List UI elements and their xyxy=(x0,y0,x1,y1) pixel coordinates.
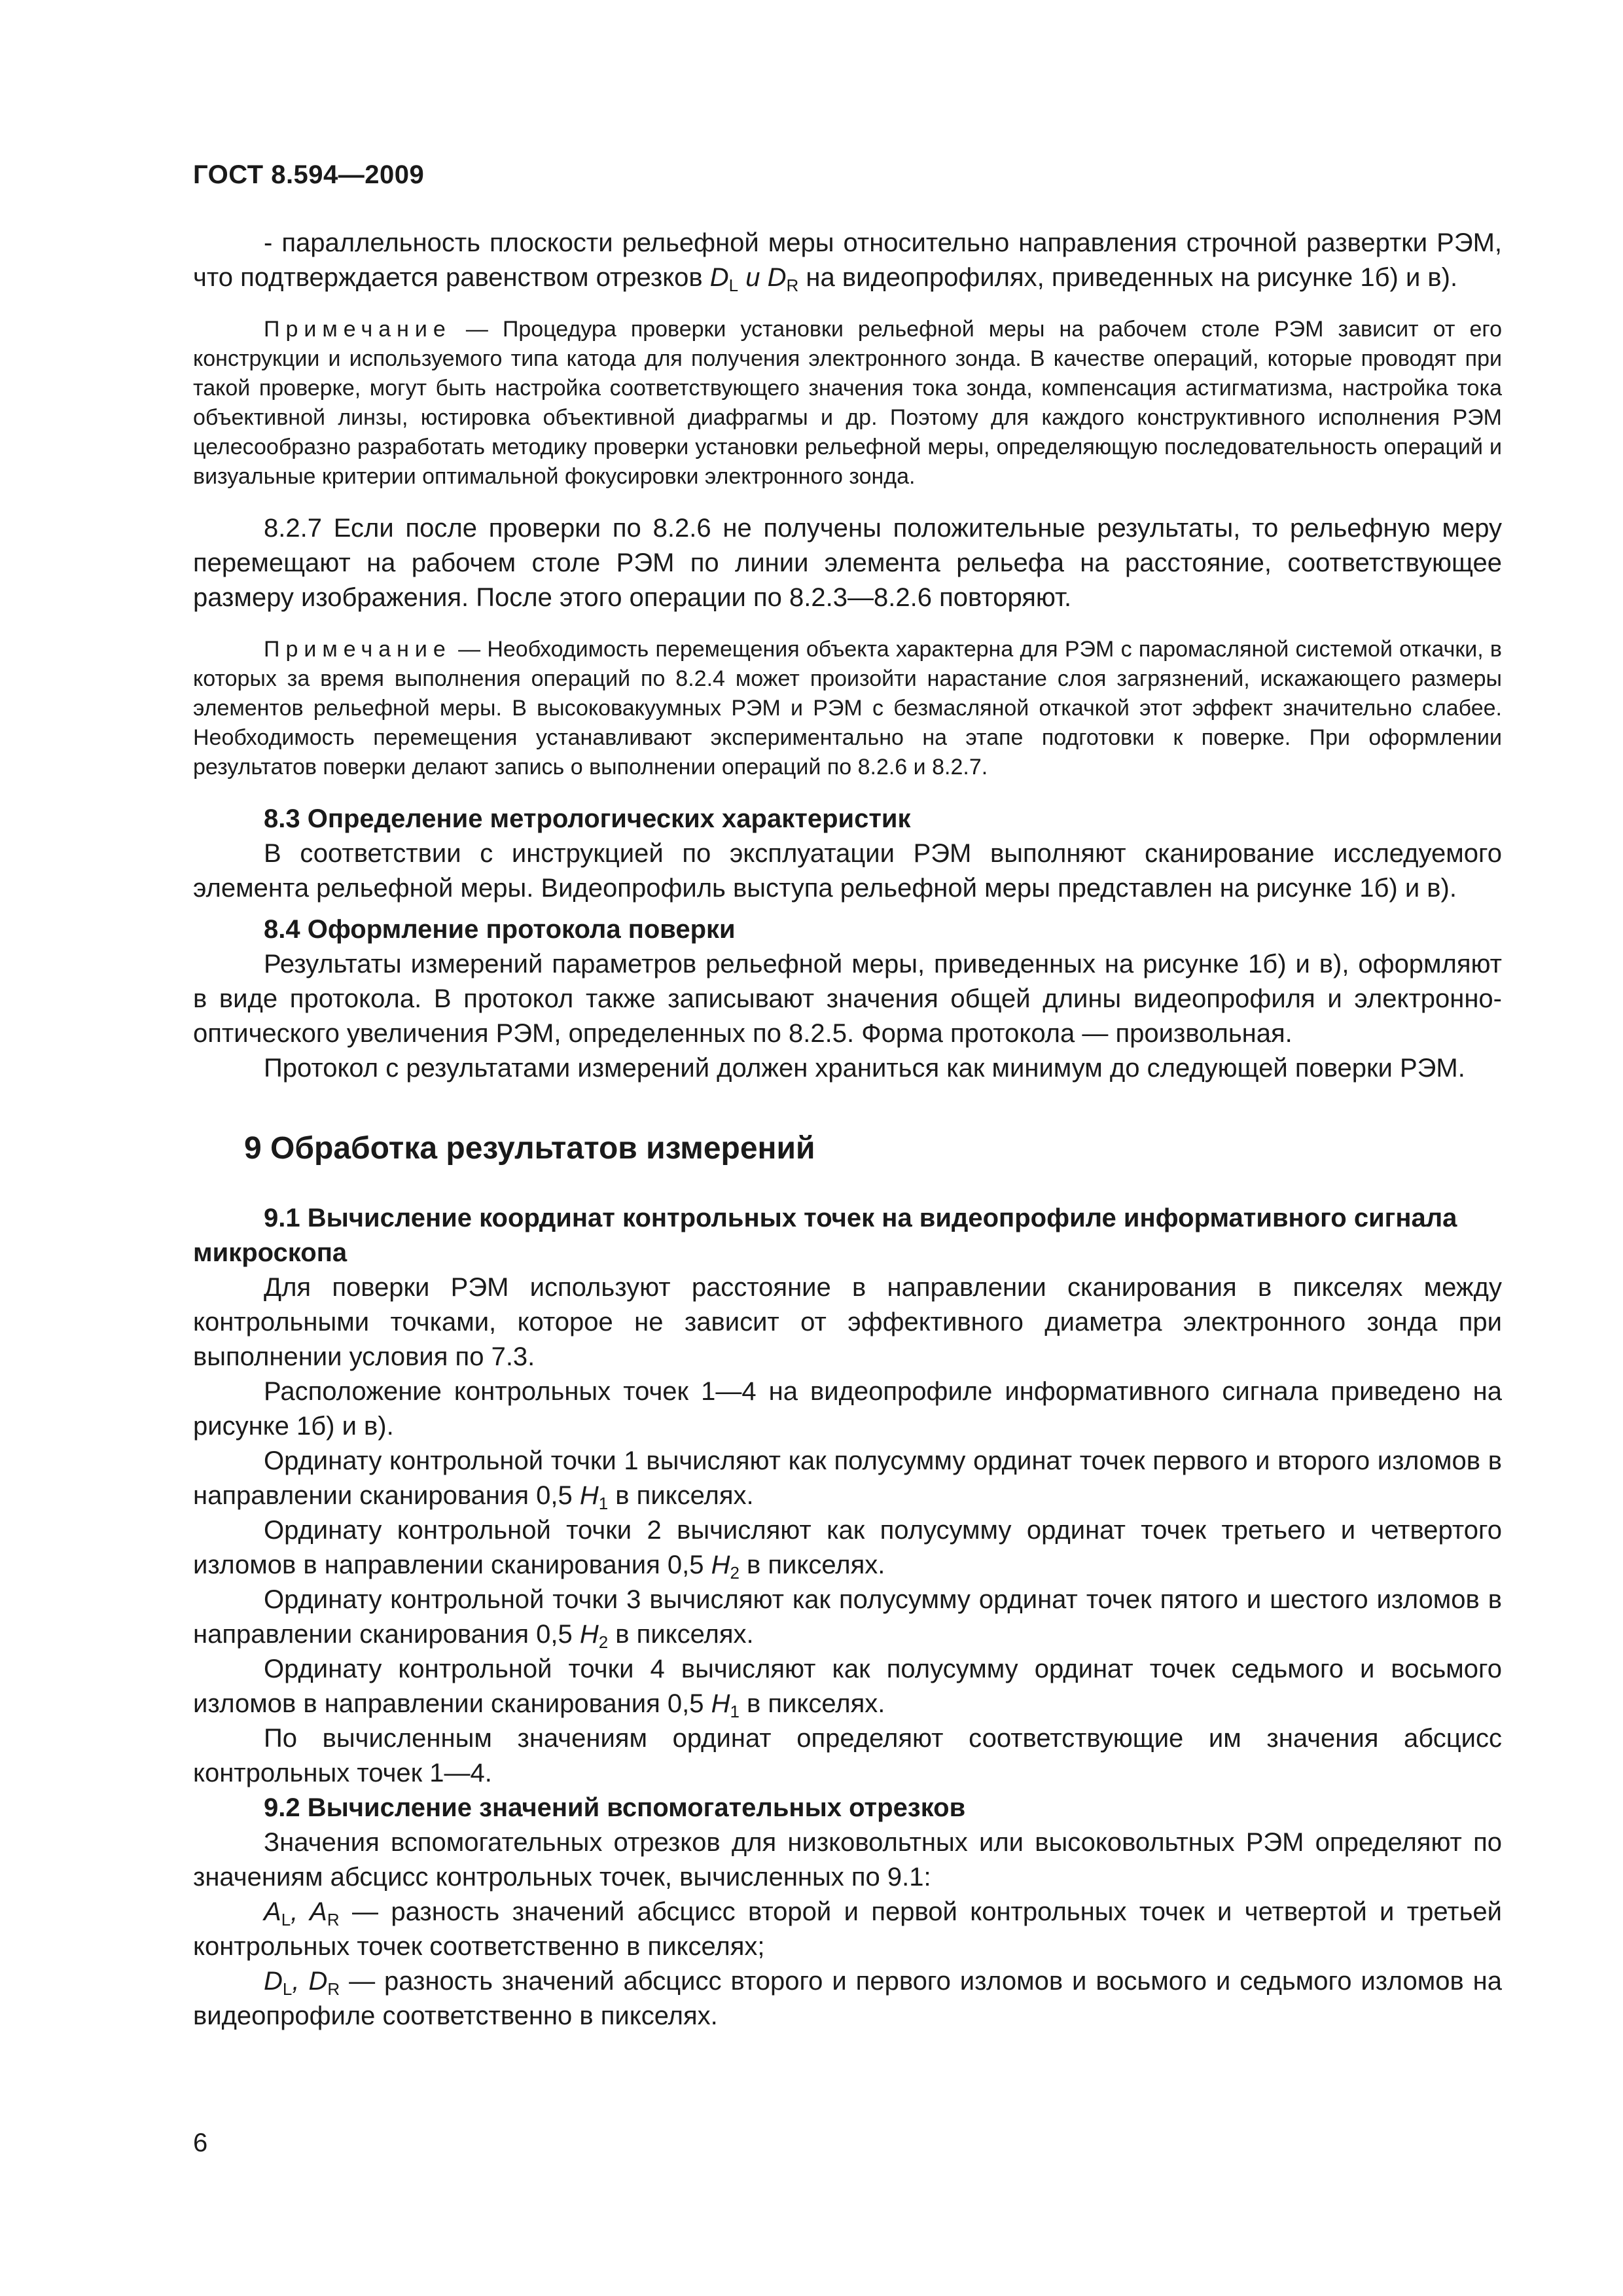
var-h: H xyxy=(711,1551,730,1579)
text-run: в пикселях. xyxy=(739,1551,885,1579)
paragraph-9-1-b: Расположение контрольных точек 1—4 на видеопрофиле информативного сигнала приведено на рисунке 1б) и в). xyxy=(193,1377,1502,1441)
page-content xyxy=(193,226,1502,2034)
var-a-sub: R xyxy=(327,1910,340,1929)
text-run: в пикселях. xyxy=(608,1481,754,1510)
var-d: D xyxy=(308,1967,328,1996)
document-header: ГОСТ 8.594—2009 xyxy=(193,160,425,189)
text-run: на видеопрофилях, приведенных на рисунке 1б) и в). xyxy=(798,263,1458,292)
text-run: — разность значений абсцисс второй и первой контрольных точек и четвертой и третьей контрольных точек соответственно в пикселях; xyxy=(193,1897,1502,1961)
var-a: A xyxy=(264,1897,281,1926)
note-text: — Необходимость перемещения объекта характерна для РЭМ с паромасляной системой откачки, в которых за время выполнения операций по 8.2.4 может произойти нарастание слоя загрязнений, искажающего размеры элементов рельефной меры. В высоковакуумных РЭМ и РЭМ с безмасляной откачкой этот эффект значительно слабее. Необходимость перемещения устанавливают экспериментально на этапе подготовки к поверке. При оформлении результатов поверки делают запись о выполнении операций по 8.2.6 и 8.2.7. xyxy=(193,637,1502,780)
var-a: A xyxy=(310,1897,327,1926)
var-a-sub: L xyxy=(281,1910,291,1929)
paragraph-8-4-a: Результаты измерений параметров рельефной меры, приведенных на рисунке 1б) и в), оформляют в виде протокола. В протокол также записывают значения общей длины видеопрофиля и электронно-оптического увеличения РЭМ, определенных по 8.2.5. Форма протокола — произвольная. xyxy=(193,950,1502,1048)
var-h: H xyxy=(579,1620,599,1649)
heading-9-2: 9.2 Вычисление значений вспомогательных отрезков xyxy=(264,1793,966,1822)
var-h: H xyxy=(711,1689,730,1718)
heading-8-4: 8.4 Оформление протокола поверки xyxy=(264,915,736,944)
text-comma: , xyxy=(292,1967,309,1996)
text-run: Ординату контрольной точки 3 вычисляют как полусумму ординат точек пятого и шестого изломов в направлении сканирования 0,5 xyxy=(193,1585,1502,1649)
note-1 xyxy=(193,315,1502,492)
paragraph-9-1-c xyxy=(193,1444,1502,1513)
note-2 xyxy=(193,635,1502,782)
text-run: Ординату контрольной точки 1 вычисляют как полусумму ординат точек первого и второго изломов в направлении сканирования 0,5 xyxy=(193,1446,1502,1510)
paragraph-9-1-g: По вычисленным значениям ординат определяют соответствующие им значения абсцисс контрольных точек 1—4. xyxy=(193,1724,1502,1787)
text-run: в пикселях. xyxy=(739,1689,885,1718)
var-d: D xyxy=(264,1967,283,1996)
paragraph-8-3: В соответствии с инструкцией по эксплуатации РЭМ выполняют сканирование исследуемого элемента рельефной меры. Видеопрофиль выступа рельефной меры представлен на рисунке 1б) и в). xyxy=(193,839,1502,903)
var-d-sub: L xyxy=(282,1979,293,1999)
note-text: — Процедура проверки установки рельефной меры на рабочем столе РЭМ зависит от его конструкции и используемого типа катода для получения электронного зонда. В качестве операций, которые проводят при такой проверке, могут быть настройка соответствующего значения тока зонда, компенсация астигматизма, настройка тока объективной линзы, юстировка объективной диафрагмы и др. Поэтому для каждого конструктивного исполнения РЭМ целесообразно разработать методику проверки установки рельефной меры, определяющую последовательность операций и визуальные критерии оптимальной фокусировки электронного зонда. xyxy=(193,317,1502,489)
text-run: Ординату контрольной точки 2 вычисляют как полусумму ординат точек третьего и четвертого изломов в направлении сканирования 0,5 xyxy=(193,1516,1502,1579)
heading-9-1: 9.1 Вычисление координат контрольных точек на видеопрофиле информативного сигнала микроскопа xyxy=(193,1204,1457,1267)
var-dl: D xyxy=(709,263,729,292)
text-run: Ординату контрольной точки 4 вычисляют как полусумму ординат точек седьмого и восьмого изломов в направлении сканирования 0,5 xyxy=(193,1655,1502,1718)
var-d-sub: R xyxy=(327,1979,340,1999)
var-h-sub: 2 xyxy=(730,1563,740,1583)
paragraph-9-1-d xyxy=(193,1513,1502,1583)
var-h-sub: 1 xyxy=(730,1702,740,1721)
paragraph-parallelism xyxy=(193,226,1502,295)
text-run: — разность значений абсцисс второго и первого изломов и восьмого и седьмого изломов на видеопрофиле соответственно в пикселях. xyxy=(193,1967,1503,2030)
paragraph-8-4-b: Протокол с результатами измерений должен храниться как минимум до следующей поверки РЭМ. xyxy=(264,1054,1465,1083)
paragraph-9-1-f xyxy=(193,1652,1502,1721)
section-9-heading: 9 Обработка результатов измерений xyxy=(244,1131,815,1166)
var-dr: D xyxy=(767,263,787,292)
text-run: - параллельность плоскости рельефной меры относительно направления строчной развертки РЭМ, что подтверждается равенством отрезков xyxy=(193,228,1502,292)
text-and: и xyxy=(738,263,768,292)
text-comma: , xyxy=(291,1897,310,1926)
paragraph-9-2-dl-dr xyxy=(193,1964,1502,2034)
note-label: Примечание xyxy=(264,637,452,662)
paragraph-9-1-a: Для поверки РЭМ используют расстояние в направлении сканирования в пикселях между контрольными точками, которое не зависит от эффективного диаметра электронного зонда при выполнении условия по 7.3. xyxy=(193,1273,1502,1371)
var-h-sub: 2 xyxy=(598,1632,609,1652)
paragraph-9-1-e xyxy=(193,1583,1502,1652)
var-h: H xyxy=(579,1481,599,1510)
var-h-sub: 1 xyxy=(598,1494,609,1513)
paragraph-9-2-a: Значения вспомогательных отрезков для низковольтных или высоковольтных РЭМ определяют по значениям абсцисс контрольных точек, вычисленных по 9.1: xyxy=(193,1828,1502,1892)
text-run: в пикселях. xyxy=(608,1620,754,1649)
note-label: Примечание xyxy=(264,317,452,342)
paragraph-9-2-al-ar xyxy=(193,1895,1502,1964)
paragraph-8-2-7: 8.2.7 Если после проверки по 8.2.6 не получены положительные результаты, то рельефную меру перемещают на рабочем столе РЭМ по линии элемента рельефа на расстояние, соответствующее размеру изображения. После этого операции по 8.2.3—8.2.6 повторяют. xyxy=(193,514,1502,612)
var-dr-sub: R xyxy=(786,276,799,295)
page-number: 6 xyxy=(193,2128,208,2157)
var-dl-sub: L xyxy=(728,276,739,295)
heading-8-3: 8.3 Определение метрологических характеристик xyxy=(264,804,911,833)
